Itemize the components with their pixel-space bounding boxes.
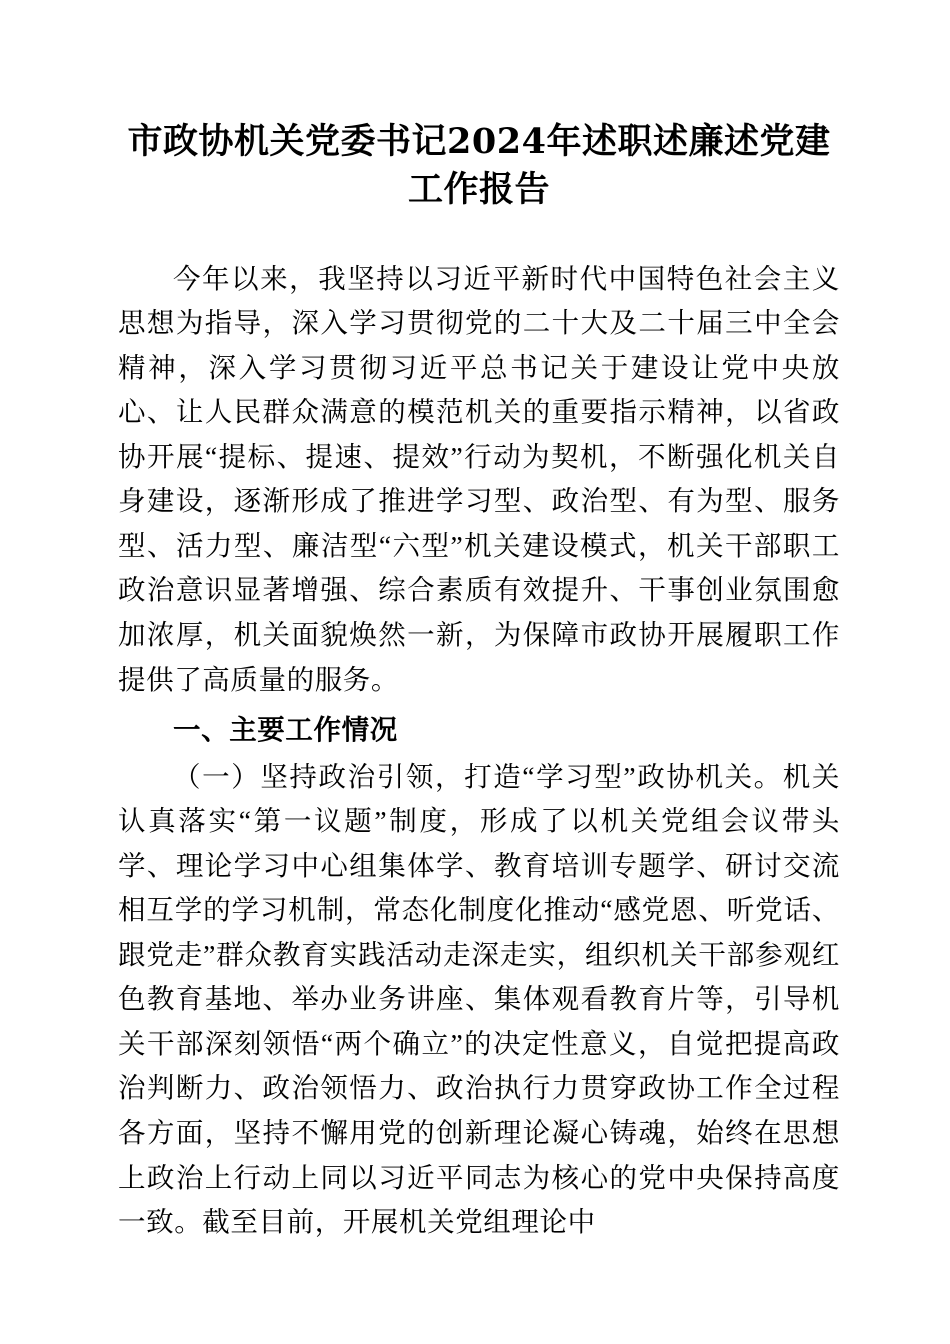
page-title: 市政协机关党委书记2024年述职述廉述党建工作报告 [127, 121, 831, 211]
paragraph-intro: 今年以来，我坚持以习近平新时代中国特色社会主义思想为指导，深入学习贯彻党的二十大及二十届三中全会精神，深入学习贯彻习近平总书记关于建设让党中央放心、让人民群众满意的模范机关的重要指示精神，以省政协开展“提标、提速、提效”行动为契机，不断强化机关自身建设，逐渐形成了推进学习型、政治型、有为型、服务型、活力型、廉洁型“六型”机关建设模式，机关干部职工政治意识显著增强、综合素质有效提升、干事创业氛围愈加浓厚，机关面貌焕然一新，为保障市政协开展履职工作提供了高质量的服务。 [118, 262, 840, 695]
section-heading-1: 一、主要工作情况 [173, 714, 398, 746]
paragraph-section-1-1: （一）坚持政治引领，打造“学习型”政协机关。机关认真落实“第一议题”制度，形成了以机关党组会议带头学、理论学习中心组集体学、教育培训专题学、研讨交流相互学的学习机制，常态化制度化推动“感党恩、听党话、跟党走”群众教育实践活动走深走实，组织机关干部参观红色教育基地、举办业务讲座、集体观看教育片等，引导机关干部深刻领悟“两个确立”的决定性意义，自觉把提高政治判断力、政治领悟力、政治执行力贯穿政协工作全过程各方面，坚持不懈用党的创新理论凝心铸魂，始终在思想上政治上行动上同以习近平同志为核心的党中央保持高度一致。截至目前，开展机关党组理论中 [118, 760, 840, 1238]
